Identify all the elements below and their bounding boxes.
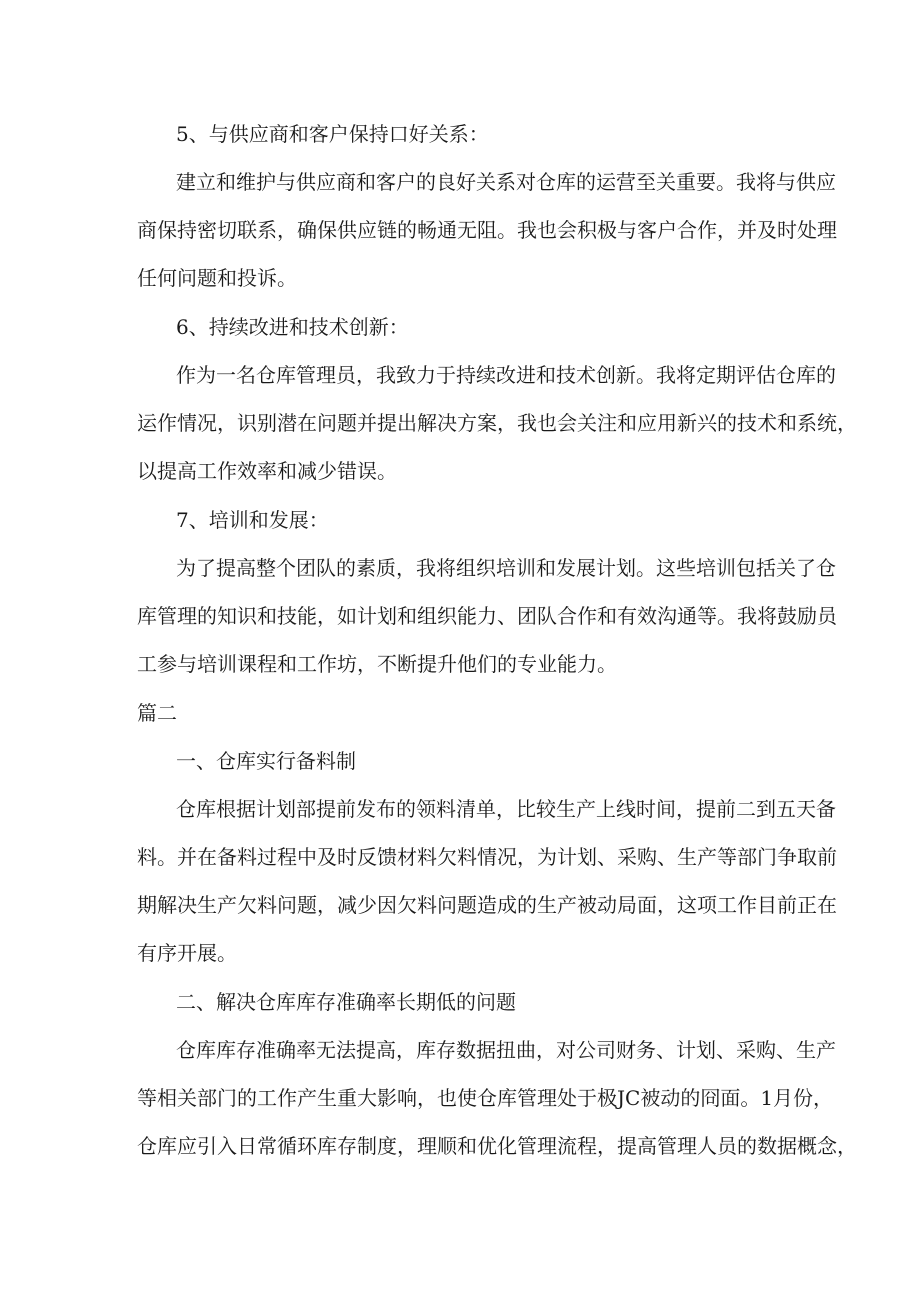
paragraph-line: 工参与培训课程和工作坊，不断提升他们的专业能力。	[137, 652, 617, 676]
paragraph-line: 仓库应引入日常循环库存制度，理顺和优化管理流程，提高管理人员的数据概念，	[137, 1134, 857, 1158]
paragraph-line: 建立和维护与供应商和客户的良好关系对仓库的运营至关重要。我将与供应	[176, 170, 836, 194]
paragraph-line: 为了提高整个团队的素质，我将组织培训和发展计划。这些培训包括关了仓	[176, 556, 836, 580]
paragraph-line: 仓库库存准确率无法提高，库存数据扭曲，对公司财务、计划、采购、生产	[176, 1038, 836, 1062]
subheading-1: 一、仓库实行备料制	[176, 749, 356, 773]
paragraph-line: 作为一名仓库管理员，我致力于持续改进和技术创新。我将定期评估仓库的	[176, 363, 836, 387]
paragraph-line: 任何问题和投诉。	[137, 266, 297, 290]
paragraph-line: 以提高工作效率和减少错误。	[137, 459, 397, 483]
heading-5: 5、与供应商和客户保持口好关系：	[176, 122, 489, 146]
section-title: 篇二	[137, 701, 177, 725]
heading-6: 6、持续改进和技术创新：	[176, 315, 409, 339]
heading-7: 7、培训和发展：	[176, 508, 329, 532]
paragraph-line: 运作情况，识别潜在问题并提出解决方案，我也会关注和应用新兴的技术和系统，	[137, 411, 857, 435]
subheading-2: 二、解决仓库库存准确率长期低的问题	[176, 990, 516, 1014]
paragraph-line: 有序开展。	[137, 941, 237, 965]
paragraph-line: 期解决生产欠料问题，减少因欠料问题造成的生产被动局面，这项工作目前正在	[137, 893, 837, 917]
paragraph-line: 等相关部门的工作产生重大影响，也使仓库管理处于极JC被动的冏面。1月份，	[137, 1086, 834, 1110]
paragraph-line: 商保持密切联系，确保供应链的畅通无阻。我也会积极与客户合作，并及时处理	[137, 218, 837, 242]
paragraph-line: 库管理的知识和技能，如计划和组织能力、团队合作和有效沟通等。我将鼓励员	[137, 604, 837, 628]
paragraph-line: 仓库根据计划部提前发布的领料清单，比较生产上线时间，提前二到五天备	[176, 797, 836, 821]
paragraph-line: 料。并在备料过程中及时反馈材料欠料情况，为计划、采购、生产等部门争取前	[137, 845, 837, 869]
